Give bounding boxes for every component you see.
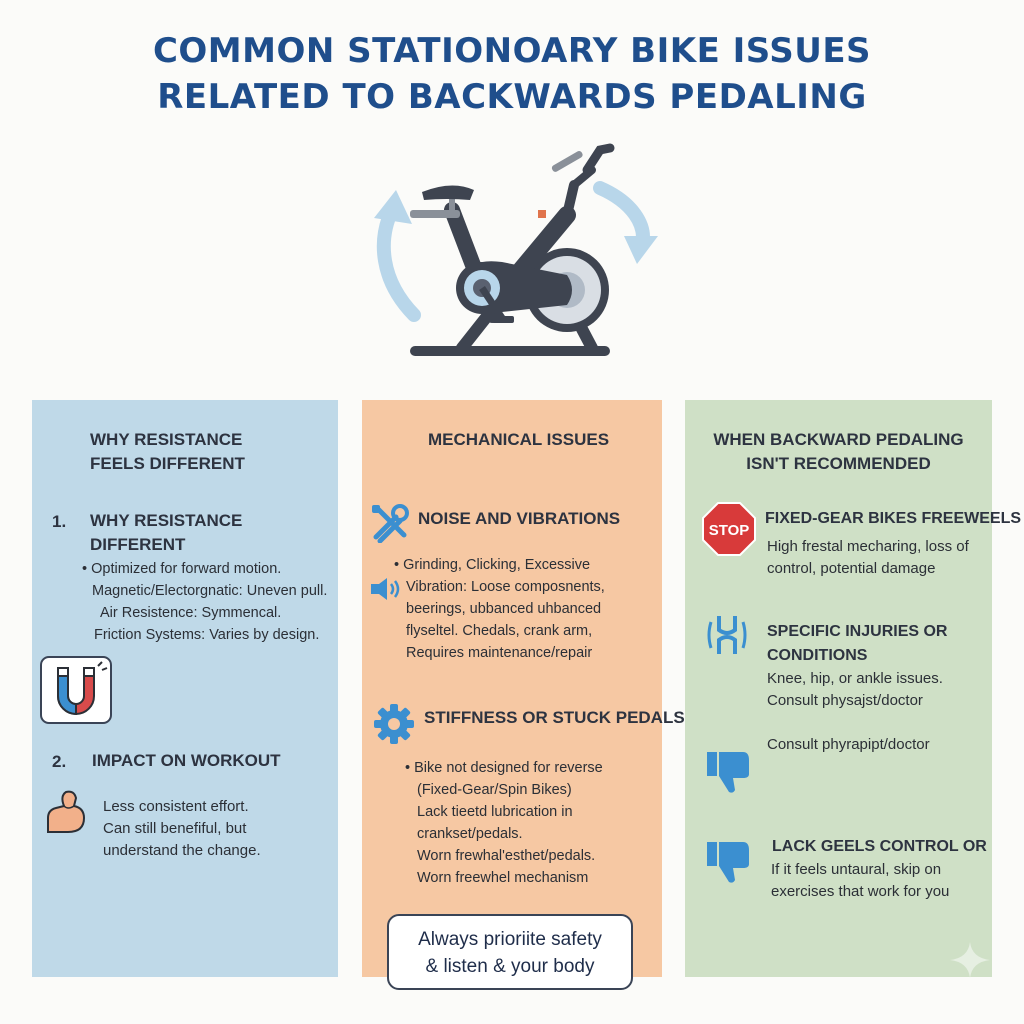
fixed-gear-text	[767, 536, 969, 580]
item1-title-line-2: DIFFERENT	[90, 535, 186, 554]
noise-line-2: Vibration: Loose composnents,	[406, 579, 605, 595]
noise-vibrations-text	[394, 554, 605, 664]
title-line-1: COMMON STATIONOARY BIKE ISSUES	[152, 31, 872, 71]
left-panel-heading	[90, 428, 245, 476]
right-heading-line-2: ISN'T RECOMMENDED	[746, 454, 931, 473]
noise-line-3: beerings, ubbanced uhbanced	[406, 601, 602, 617]
item1-line-2: Magnetic/Electorgnatic: Uneven pull.	[92, 583, 328, 599]
wrench-screwdriver-icon	[370, 503, 410, 543]
noise-line-1: • Grinding, Clicking, Excessive	[394, 557, 591, 573]
stiffness-line-3: Lack tieetd lubrication in	[417, 804, 573, 820]
sparkle-icon	[948, 940, 992, 980]
arrow-head-up	[374, 190, 412, 224]
arrow-head-down	[624, 236, 658, 264]
injuries-line-2: Consult physajst/doctor	[767, 692, 923, 709]
stop-sign-text: STOP	[708, 522, 750, 539]
thumbs-down-icon	[705, 838, 753, 886]
noise-line-5: Requires maintenance/repair	[406, 645, 593, 661]
left-heading-line-2: FEELS DIFFERENT	[90, 454, 245, 473]
stop-sign-icon	[701, 501, 757, 557]
stiffness-title: STIFFNESS OR STUCK PEDALS	[424, 708, 685, 727]
item1-text	[82, 558, 327, 646]
page-title	[0, 28, 1024, 120]
mechanical-issues-panel	[362, 400, 662, 977]
injuries-title-line-2: CONDITIONS	[767, 647, 868, 664]
magnet-icon	[40, 656, 112, 724]
item2-line-1: Less consistent effort.	[103, 798, 249, 815]
consult-text	[767, 734, 930, 756]
right-heading-line-1: WHEN BACKWARD PEDALING	[713, 430, 964, 449]
item-number-2: 2.	[52, 752, 67, 771]
counterclockwise-arrow	[384, 210, 414, 315]
item2-line-3: understand the change.	[103, 842, 261, 859]
middle-panel-heading: MECHANICAL ISSUES	[428, 430, 610, 449]
callout-line-1: Always prioriite safety	[418, 929, 602, 950]
item2-title: IMPACT ON WORKOUT	[92, 751, 281, 770]
knee-joint-icon	[707, 614, 747, 656]
stiffness-line-6: Worn freewhel mechanism	[417, 870, 589, 886]
stiffness-line-5: Worn frewhal'esthet/pedals.	[417, 848, 596, 864]
thumbs-down-icon	[705, 748, 753, 796]
injuries-title	[767, 620, 947, 668]
item1-line-3: Air Resistence: Symmencal.	[100, 605, 282, 621]
injuries-title-line-1: SPECIFIC INJURIES OR	[767, 623, 948, 640]
callout-line-2: & listen & your body	[425, 956, 595, 977]
item1-line-4: Friction Systems: Varies by design.	[94, 627, 320, 643]
stiffness-line-4: crankset/pedals.	[417, 826, 523, 842]
consult-line-1: Consult phyrapipt/doctor	[767, 736, 930, 753]
injuries-line-1: Knee, hip, or ankle issues.	[767, 670, 943, 687]
stationary-bike-illustration	[352, 140, 672, 370]
lack-control-text	[771, 859, 949, 903]
item1-title	[90, 509, 242, 557]
lack-control-line-2: exercises that work for you	[771, 883, 950, 900]
noise-vibrations-title: NOISE AND VIBRATIONS	[418, 509, 621, 528]
flexed-arm-icon	[42, 788, 88, 836]
stiffness-line-2: (Fixed-Gear/Spin Bikes)	[417, 782, 572, 798]
fixed-gear-title: FIXED-GEAR BIKES FREEWEELS	[765, 510, 1022, 527]
item1-line-1: • Optimized for forward motion.	[82, 561, 282, 577]
stiffness-line-1: • Bike not designed for reverse	[405, 760, 603, 776]
fixed-gear-line-2: control, potential damage	[767, 560, 936, 577]
item1-title-line-1: WHY RESISTANCE	[90, 511, 243, 530]
gear-icon	[373, 703, 415, 745]
title-line-2: RELATED TO BACKWARDS PEDALING	[157, 77, 867, 117]
item2-text	[103, 796, 261, 862]
noise-line-4: flyseltel. Chedals, crank arm,	[406, 623, 593, 639]
stiffness-text	[405, 757, 603, 889]
item2-line-2: Can still benefiful, but	[103, 820, 247, 837]
lack-control-title: LACK GEELS CONTROL OR	[772, 838, 987, 855]
fixed-gear-line-1: High frestal mecharing, loss of	[767, 538, 969, 555]
safety-callout	[387, 914, 633, 990]
injuries-text	[767, 668, 943, 712]
right-panel-heading	[685, 428, 992, 476]
left-heading-line-1: WHY RESISTANCE	[90, 430, 243, 449]
item-number-1: 1.	[52, 512, 67, 531]
lack-control-line-1: If it feels untaural, skip on	[771, 861, 942, 878]
